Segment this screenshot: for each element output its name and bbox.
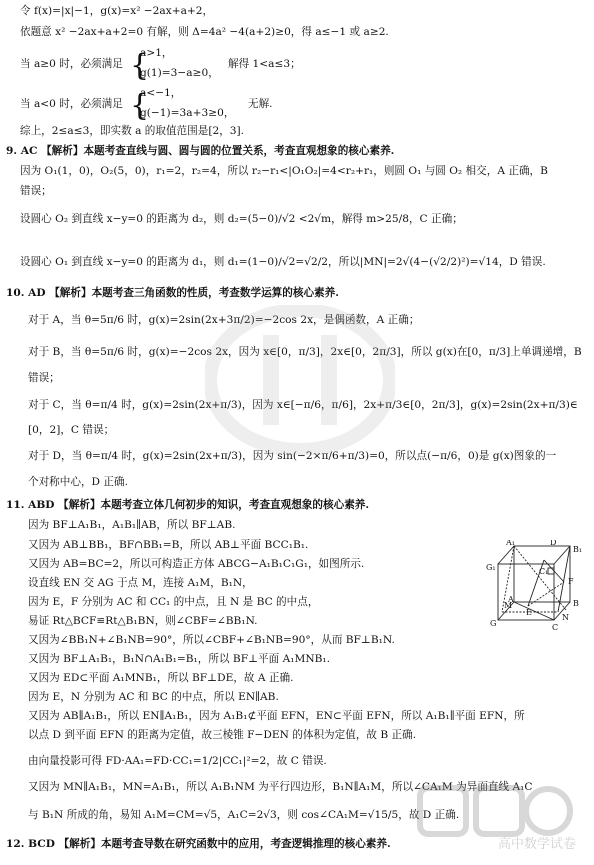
label-n: N (562, 613, 569, 622)
text-line: 因为 E，N 分别为 AC 和 BC 的中点，所以 EN∥AB. (28, 691, 279, 703)
text-line: 解得 1<a≤3； (228, 58, 301, 70)
text-line: 当 a<0 时，必须满足 (20, 98, 123, 110)
text-line: 对于 B，当 θ=5π/6 时，g(x)=−2cos 2x，因为 x∈[0，π/3]，2x∈[0，2π/3]，所以 g(x)在[0，π/3]上单调递增，B (28, 346, 582, 358)
text-line: 对于 C，当 θ=π/4 时，g(x)=2sin(2x+π/3)，因为 x∈[−π/6，π/6]，2x+π/3∈[0，2π/3]，g(x)=2sin(2x+π/3)∈ (28, 399, 578, 411)
text-line: 由向量投影可得 FD·AA₁=FD·CC₁=1/2|CC₁|²=2，故 C 错误. (28, 755, 327, 767)
label-f: F (568, 577, 574, 586)
text-line: 无解. (248, 98, 273, 110)
text-line: 设圆心 O₁ 到直线 x−y=0 的距离为 d₁，则 d₁=(1−0)/√2=√2/2，所以|MN|=2√(4−(√2/2)²)=√14，D 错误. (20, 256, 546, 268)
text-line: 错误； (20, 185, 52, 197)
text-line: 又因为 ED⊂平面 A₁MNB₁，所以 BF⊥DE，故 A 正确. (28, 672, 294, 684)
text-line: 又因为 MN∥A₁B₁，MN=A₁B₁，所以 A₁B₁NM 为平行四边形，B₁N∥A₁M，所以∠CA₁M 为异面直线 A₁C (28, 781, 533, 793)
text-line: 令 f(x)=|x|−1，g(x)=x² −2ax+a+2， (20, 5, 214, 17)
label-b: B (573, 599, 579, 608)
section-heading: 9. AC 【解析】本题考查直线与圆、圆与圆的位置关系，考查直观想象的核心素养. (6, 145, 395, 157)
text-line: 又因为 AB=BC=2，所以可构造正方体 ABCG−A₁B₁C₁G₁，如图所示. (28, 558, 365, 570)
text-line: 因为 BF⊥A₁B₁，A₁B₁∥AB，所以 BF⊥AB. (28, 519, 236, 531)
watermark-logo-icon (205, 305, 395, 455)
label-g1: G₁ (486, 563, 496, 572)
text-line: [0，2]，C 错误； (28, 424, 115, 436)
text-line: 因为 O₁(1，0)，O₂(5，0)，r₁=2，r₂=4，所以 r₂−r₁<|O₁O₂|=4<r₂+r₁，则圆 O₁ 与圆 O₂ 相交，A 正确，B (20, 165, 548, 177)
cube-figure (484, 540, 588, 632)
text-line: a<−1， (140, 87, 182, 99)
text-line: 错误； (28, 372, 60, 384)
text-line: 与 B₁N 所成的角，易知 A₁M=CM=√5，A₁C=2√3，则 cos∠CA₁M=√15/5，故 D 正确. (28, 809, 460, 821)
label-c1: C₁ (539, 567, 549, 576)
label-a1: A₁ (506, 540, 515, 547)
text-line: 又因为 BF⊥A₁B₁，B₁N∩A₁B₁=B₁，所以 BF⊥平面 A₁MNB₁. (28, 653, 330, 665)
text-line: 因为 E，F 分别为 AC 和 CC₁ 的中点，且 N 是 BC 的中点， (28, 596, 319, 608)
brace-left: { (130, 48, 150, 83)
text-line: 对于 D，当 θ=π/4 时，g(x)=2sin(2x+π/3)，因为 sin(−2×π/6+π/3)=0，所以点(−π/6，0)是 g(x)图象的一 (28, 450, 557, 462)
text-line: 当 a≥0 时，必须满足 (20, 58, 123, 70)
label-g: G (490, 619, 497, 628)
label-c: C (552, 623, 559, 632)
text-line: 综上，2≤a≤3，即实数 a 的取值范围是[2，3]. (20, 125, 245, 137)
text-line: 以点 D 到平面 EFN 的距离为定值，故三棱锥 F−DEN 的体积为定值，故 B 正确. (28, 729, 417, 741)
text-line: 个对称中心，D 正确. (28, 476, 128, 488)
label-m: M (504, 601, 513, 610)
text-line: 又因为 AB⊥BB₁，BF∩BB₁=B，所以 AB⊥平面 BCC₁B₁. (28, 539, 309, 551)
section-heading: 12. BCD 【解析】本题考查导数在研究函数中的应用，考查逻辑推理的核心素养. (6, 838, 391, 850)
logo-text: 高中数学试卷 (497, 837, 576, 852)
text-line: g(−1)=3a+3≥0， (140, 107, 235, 119)
text-line: 对于 A，当 θ=5π/6 时，g(x)=2sin(2x+3π/2)=−2cos 2x，是偶函数，A 正确； (28, 314, 420, 326)
section-heading: 10. AD 【解析】本题考查三角函数的性质，考查数学运算的核心素养. (6, 287, 339, 299)
text-line: 依题意 x² −2ax+a+2=0 有解，则 Δ=4a² −4(a+2)≥0，得 a≤−1 或 a≥2. (20, 26, 389, 38)
label-a: A (508, 595, 514, 604)
label-b1: B₁ (573, 545, 583, 554)
label-e: E (526, 608, 532, 617)
text-line: 又因为∠BB₁N+∠B₁NB=90°，所以∠CBF+∠B₁NB=90°，从而 BF⊥B₁N. (28, 634, 395, 646)
text-line: g(1)=3−a≥0， (140, 67, 219, 79)
label-d: D (550, 540, 557, 547)
text-line: 设圆心 O₂ 到直线 x−y=0 的距离为 d₂，则 d₂=(5−0)/√2 <2√m，解得 m>25/8，C 正确； (20, 213, 463, 225)
text-line: 易证 Rt△BCF≌Rt△B₁BN，则∠CBF=∠BB₁N. (28, 615, 258, 627)
text-line: a>1， (140, 47, 173, 59)
section-heading: 11. ABD 【解析】本题考查立体几何初步的知识，考查直观想象的核心素养. (6, 499, 370, 511)
site-logo (380, 778, 590, 858)
text-line: 设直线 EN 交 AG 于点 M，连接 A₁M，B₁N， (28, 577, 253, 589)
text-line: 又因为 AB∥A₁B₁，所以 EN∥A₁B₁，因为 A₁B₁⊄平面 EFN，EN⊂平面 EFN，所以 A₁B₁∥平面 EFN，所 (28, 710, 525, 722)
brace-left: { (130, 88, 150, 123)
